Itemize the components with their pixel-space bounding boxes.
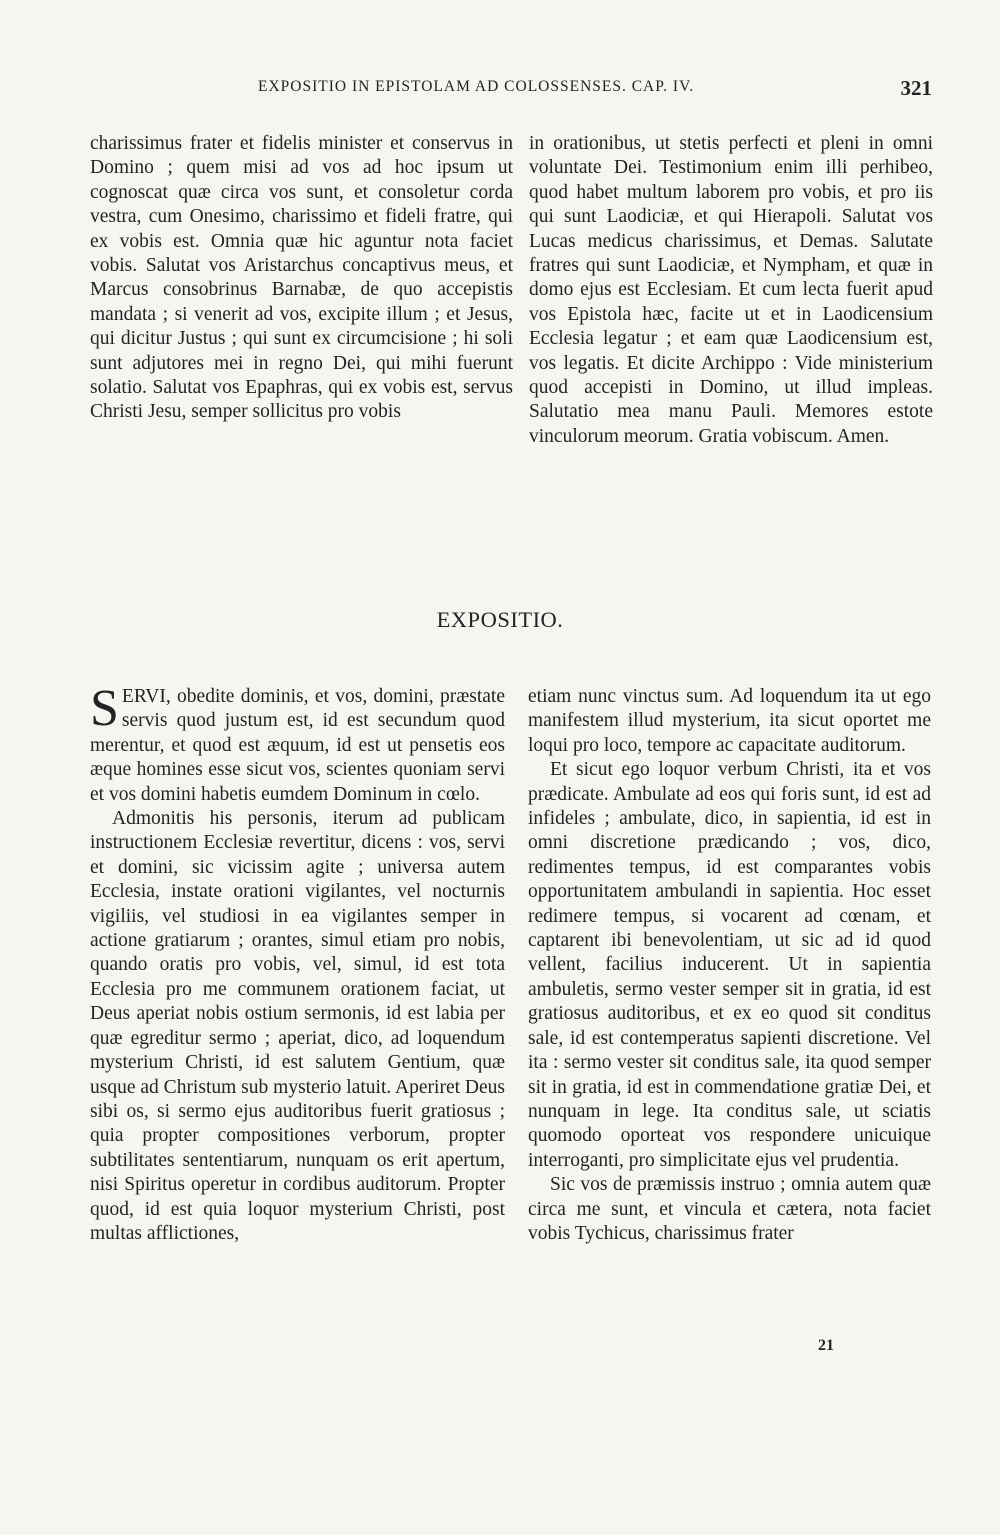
running-header [90,78,932,108]
commentary-paragraph: etiam nunc vinctus sum. Ad loquendum ita ut ego manifestem illud mysterium, ita sicut oportet me loqui pro loco, tempore ac capacitate auditorum. [528,686,931,756]
commentary-paragraph [90,680,505,807]
signature-mark: 21 [818,1337,834,1354]
running-title: EXPOSITIO IN EPISTOLAM AD COLOSSENSES. CAP. IV. [258,78,695,95]
commentary-left-column [90,680,505,1246]
commentary-right-column [528,685,931,1246]
commentary-paragraph: Sic vos de præmissis instruo ; omnia autem quæ circa me sunt, et vincula et cætera, nota faciet vobis Tychicus, charissimus frater [528,1174,931,1244]
commentary-paragraph-text: ERVI, obedite dominis, et vos, domini, præstate servis quod justum est, id est secundum quod merentur, et quod est æquum, id est ut pensetis eos æque homines esse sicut vos, scientes quoniam servi et vos domini habetis eumdem Dominum in cœlo. [90,686,505,805]
page-number: 321 [900,76,932,100]
epistle-text-right-column: in orationibus, ut stetis perfecti et pleni in omni voluntate Dei. Testimonium enim illi perhibeo, quod habet multum laborem pro vobis, et pro iis qui sunt Laodiciæ, et qui Hierapoli. Salutat vos Lucas medicus charissimus, et Demas. Salutate fratres qui sunt Laodiciæ, et Nympham, et quæ in domo ejus est Ecclesiam. Et cum lecta fuerit apud vos Epistola hæc, facite ut et in Laodicensium Ecclesia legatur ; et eam quæ Laodicensium est, vos legatis. Et dicite Archippo : Vide ministerium quod accepisti in Domino, ut illud impleas. Salutatio mea manu Pauli. Memores estote vinculorum meorum. Gratia vobiscum. Amen. [529,133,933,447]
drop-cap-letter: S [90,680,119,737]
section-title: EXPOSITIO. [436,607,564,632]
commentary-paragraph: Et sicut ego loquor verbum Christi, ita et vos prædicate. Ambulate ad eos qui foris sunt, id est ad infideles ; ambulate, dico, in sapientia, id est in omni discretione prædicando ; vos, dico, redimentes tempus, id est comparantes vobis opportunitatem ambulandi in sapientia. Hoc esset redimere tempus, si vocarent ad cœnam, et captarent ibi benevolentiam, ut sic ad id quod vellent, facilius inducerent. Ut in sapientia ambuletis, sermo vester semper sit in gratia, id est gratiosus auditoribus, et ex eo quod sit conditus sale, id est contemperatus sapienti discretione. Vel ita : sermo vester sit conditus sale, ita quod semper sit in gratia, id est in commendatione gratiæ Dei, et nunquam in lege. Ita conditus sale, ut sciatis quomodo oporteat vos respondere unicuique interroganti, pro simplicitate ejus vel prudentia. [528,759,931,1171]
epistle-text-left-column: charissimus frater et fidelis minister et conservus in Domino ; quem misi ad vos ad hoc ipsum ut cognoscat quæ circa vos sunt, et consoletur corda vestra, cum Onesimo, charissimo et fideli fratre, qui ex vobis est. Omnia quæ hic aguntur nota faciet vobis. Salutat vos Aristarchus concaptivus meus, et Marcus consobrinus Barnabæ, de quo accepistis mandata ; si venerit ad vos, excipite illum ; et Jesus, qui dicitur Justus ; qui sunt ex circumcisione ; hi soli sunt adjutores mei in regno Dei, qui mihi fuerunt solatio. Salutat vos Epaphras, qui ex vobis est, servus Christi Jesu, semper sollicitus pro vobis [90,133,513,423]
commentary-paragraph: Admonitis his personis, iterum ad publicam instructionem Ecclesiæ revertitur, dicens : vos, servi et domini, sic vicissim agite ; universa autem Ecclesia, instate orationi vigilantes, vel nocturnis vigiliis, vel studiosi in ea vigilantes semper in actione gratiarum ; orantes, simul etiam pro nobis, quando oratis pro vobis, vel, simul, id est tota Ecclesia pro me communem orationem faciat, ut Deus aperiat nobis ostium sermonis, id est labia per quæ egreditur sermo ; aperiat, dico, ad loquendum mysterium Christi, id est salutem Gentium, quæ usque ad Christum sub mysterio latuit. Aperiret Deus sibi os, si sermo ejus auditoribus fuerit gratiosus ; quia propter compositiones verborum, propter subtilitates sententiarum, nunquam os erit apertum, nisi Spiritus operetur in cordibus auditorum. Propter quod, id est quia loquor mysterium Christi, post multas afflictiones, [90,808,505,1244]
